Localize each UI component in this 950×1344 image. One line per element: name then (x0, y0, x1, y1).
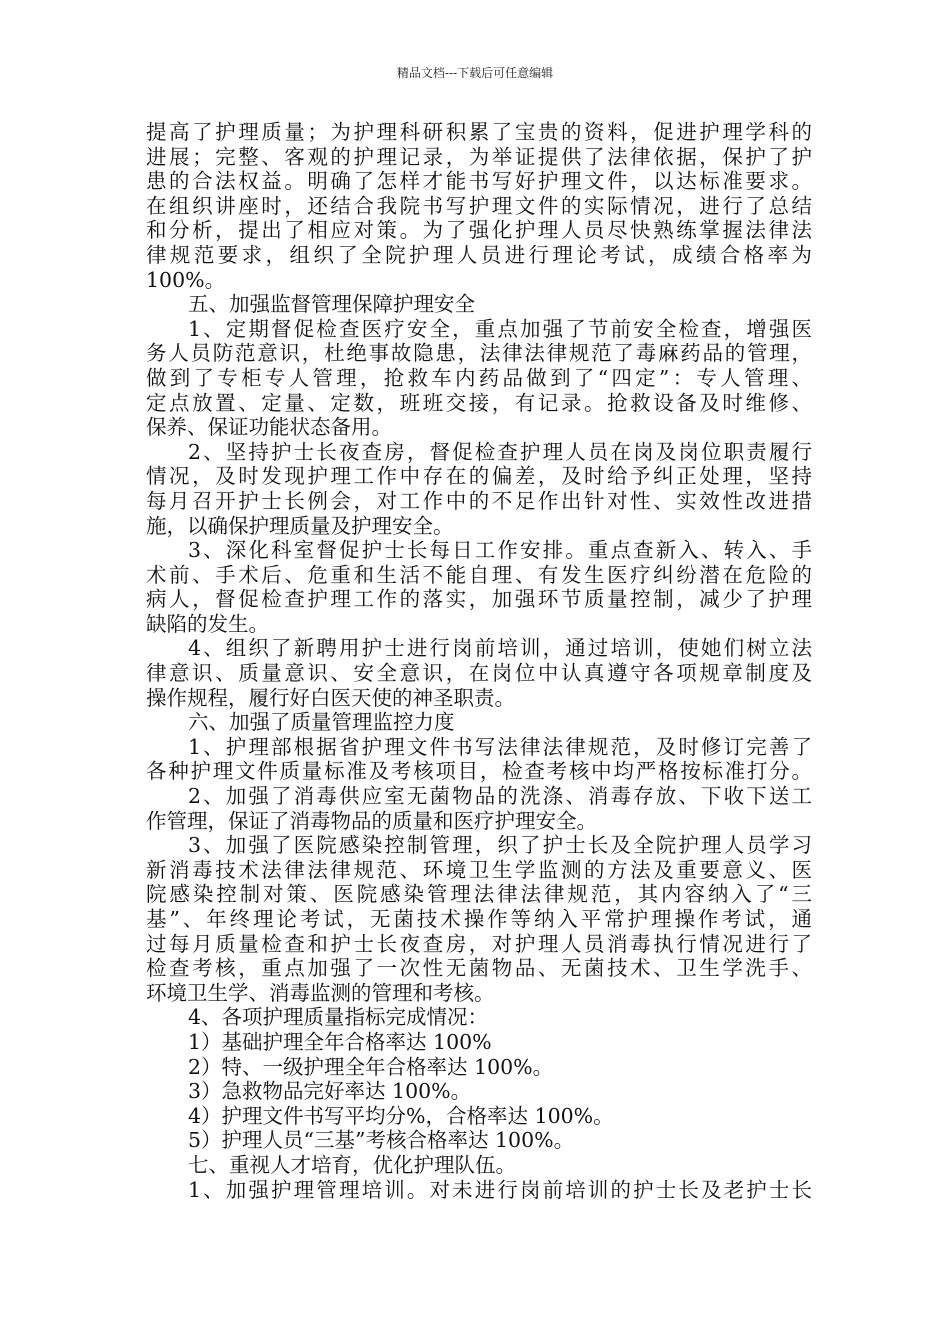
text-line: 过每月质量检查和护士长夜查房，对护理人员消毒执行情况进行了 (146, 931, 812, 956)
text-line: 每月召开护士长例会，对工作中的不足作出针对性、实效性改进措 (146, 488, 812, 513)
text-line: 各种护理文件质量标准及考核项目，检查考核中均严格按标准打分。 (146, 759, 812, 784)
text-line: 1、加强护理管理培训。对未进行岗前培训的护士长及老护士长 (188, 1177, 812, 1202)
text-line: 1、定期督促检查医疗安全，重点加强了节前安全检查，增强医 (188, 316, 812, 341)
text-line: 3、加强了医院感染控制管理，织了护士长及全院护理人员学习 (188, 833, 812, 858)
text-line: 和分析，提出了相应对策。为了强化护理人员尽快熟练掌握法律法 (146, 218, 812, 243)
text-line: 保养、保证功能状态备用。 (146, 415, 392, 440)
text-line: 术前、手术后、危重和生活不能自理、有发生医疗纠纷潜在危险的 (146, 562, 812, 587)
text-line: 3、深化科室督促护士长每日工作安排。重点查新入、转入、手 (188, 538, 812, 563)
text-line: 4、各项护理质量指标完成情况： (188, 1005, 489, 1030)
text-line: 病人，督促检查护理工作的落实，加强环节质量控制，减少了护理 (146, 587, 812, 612)
text-line: 2、加强了消毒供应室无菌物品的洗涤、消毒存放、下收下送工 (188, 784, 812, 809)
text-line: 患的合法权益。明确了怎样才能书写好护理文件，以达标准要求。 (146, 169, 812, 194)
text-line: 进展；完整、客观的护理记录，为举证提供了法律依据，保护了护 (146, 144, 812, 169)
text-line: 检查考核，重点加强了一次性无菌物品、无菌技术、卫生学洗手、 (146, 956, 812, 981)
text-line: 在组织讲座时，还结合我院书写护理文件的实际情况，进行了总结 (146, 193, 812, 218)
text-line: 院感染控制对策、医院感染管理法律法律规范，其内容纳入了“三 (146, 882, 812, 907)
text-line: 律规范要求，组织了全院护理人员进行理论考试，成绩合格率为 (146, 242, 812, 267)
text-line: 1）基础护理全年合格率达 100% (188, 1029, 492, 1054)
text-line: 情况，及时发现护理工作中存在的偏差，及时给予纠正处理，坚持 (146, 464, 812, 489)
text-line: 4、组织了新聘用护士进行岗前培训，通过培训，使她们树立法 (188, 636, 812, 661)
text-line: 提高了护理质量；为护理科研积累了宝贵的资料，促进护理学科的 (146, 120, 812, 144)
text-line: 六、加强了质量管理监控力度 (188, 710, 455, 735)
page-header: 精品文档---下载后可任意编辑 (396, 66, 554, 80)
text-line: 缺陷的发生。 (146, 611, 269, 636)
text-line: 操作规程，履行好白医天使的神圣职责。 (146, 685, 515, 710)
text-line: 2、坚持护士长夜查房，督促检查护理人员在岗及岗位职责履行 (188, 439, 812, 464)
text-line: 1、护理部根据省护理文件书写法律法律规范，及时修订完善了 (188, 734, 812, 759)
text-line: 做到了专柜专人管理，抢救车内药品做到了“四定”：专人管理、 (146, 365, 812, 390)
text-line: 七、重视人才培育，优化护理队伍。 (188, 1152, 516, 1177)
text-line: 五、加强监督管理保障护理安全 (188, 292, 475, 317)
text-line: 环境卫生学、消毒监测的管理和考核。 (146, 980, 495, 1005)
text-line: 5）护理人员“三基”考核合格率达 100%。 (188, 1128, 575, 1153)
text-line: 定点放置、定量、定数，班班交接，有记录。抢救设备及时维修、 (146, 390, 812, 415)
text-line: 3）急救物品完好率达 100%。 (188, 1079, 472, 1104)
text-line: 2）特、一级护理全年合格率达 100%。 (188, 1054, 554, 1079)
text-line: 基”、年终理论考试，无菌技术操作等纳入平常护理操作考试，通 (146, 907, 812, 931)
text-line: 100%。 (146, 267, 226, 292)
text-line: 新消毒技术法律法律规范、环境卫生学监测的方法及重要意义、医 (146, 857, 812, 882)
text-line: 律意识、质量意识、安全意识，在岗位中认真遵守各项规章制度及 (146, 661, 812, 686)
document-body (146, 120, 812, 1202)
text-line: 务人员防范意识，杜绝事故隐患，法律法律规范了毒麻药品的管理， (146, 341, 812, 366)
text-line: 作管理，保证了消毒物品的质量和医疗护理安全。 (146, 808, 597, 833)
text-line: 4）护理文件书写平均分%，合格率达 100%。 (188, 1103, 614, 1128)
text-line: 施，以确保护理质量及护理安全。 (146, 513, 454, 538)
